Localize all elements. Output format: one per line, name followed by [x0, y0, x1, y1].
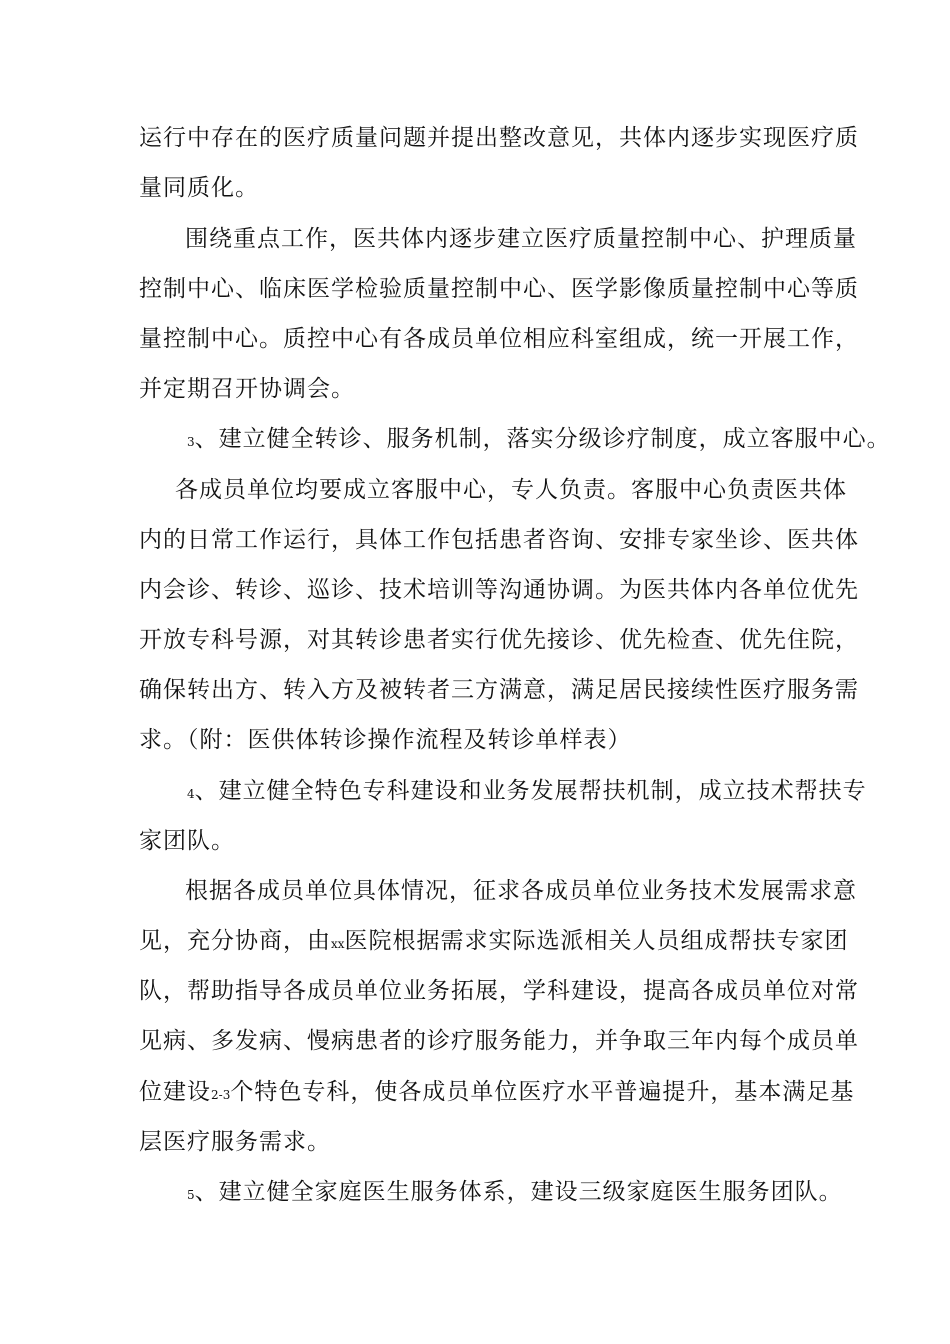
text-segment: 医院根据需求实际选派相关人员组成帮扶专家团 [344, 928, 849, 954]
text-line: 求。（附：医供体转诊操作流程及转诊单样表） [139, 727, 632, 753]
text-line: 运行中存在的医疗质量问题并提出整改意见，共体内逐步实现医疗质 [139, 125, 859, 151]
text-segment: 见，充分协商，由 [139, 928, 331, 954]
text-line: 见病、多发病、慢病患者的诊疗服务能力，并争取三年内每个成员单 [139, 1028, 859, 1054]
section-heading-5 [187, 1176, 843, 1211]
heading-text: 、建立健全特色专科建设和业务发展帮扶机制，成立技术帮扶专 [194, 778, 867, 804]
text-line: 队，帮助指导各成员单位业务拓展，学科建设，提高各成员单位对常 [139, 978, 859, 1004]
item-number: 5 [187, 1188, 195, 1202]
text-line: 量同质化。 [139, 175, 259, 201]
text-line: 层医疗服务需求。 [139, 1129, 331, 1155]
range-number: 2-3 [211, 1088, 231, 1102]
text-line: 控制中心、临床医学检验质量控制中心、医学影像质量控制中心等质 [139, 276, 859, 302]
text-line: 量控制中心。质控中心有各成员单位相应科室组成，统一开展工作， [139, 326, 859, 352]
text-line: 确保转出方、转入方及被转者三方满意，满足居民接续性医疗服务需 [139, 677, 859, 703]
placeholder-xx: xx [331, 937, 345, 951]
heading-text: 、建立健全家庭医生服务体系，建设三级家庭医生服务团队。 [194, 1179, 843, 1205]
text-line: 各成员单位均要成立客服中心，专人负责。客服中心负责医共体 [175, 477, 847, 503]
heading-text: 、建立健全转诊、服务机制，落实分级诊疗制度，成立客服中心。 [194, 426, 891, 452]
section-heading-3 [187, 423, 891, 458]
text-line: 并定期召开协调会。 [139, 376, 355, 402]
text-segment: 个特色专科，使各成员单位医疗水平普遍提升，基本满足基 [230, 1079, 855, 1105]
text-line: 家团队。 [139, 828, 235, 854]
text-line [139, 1076, 854, 1111]
text-line [139, 925, 849, 960]
text-line: 围绕重点工作，医共体内逐步建立医疗质量控制中心、护理质量 [185, 226, 857, 252]
text-line: 根据各成员单位具体情况，征求各成员单位业务技术发展需求意 [185, 878, 857, 904]
item-number: 3 [187, 435, 195, 449]
section-heading-4 [187, 775, 867, 810]
item-number: 4 [187, 787, 195, 801]
text-line: 开放专科号源，对其转诊患者实行优先接诊、优先检查、优先住院， [139, 627, 859, 653]
text-line: 内的日常工作运行，具体工作包括患者咨询、安排专家坐诊、医共体 [139, 527, 859, 553]
text-line: 内会诊、转诊、巡诊、技术培训等沟通协调。为医共体内各单位优先 [139, 577, 859, 603]
text-segment: 位建设 [139, 1079, 211, 1105]
